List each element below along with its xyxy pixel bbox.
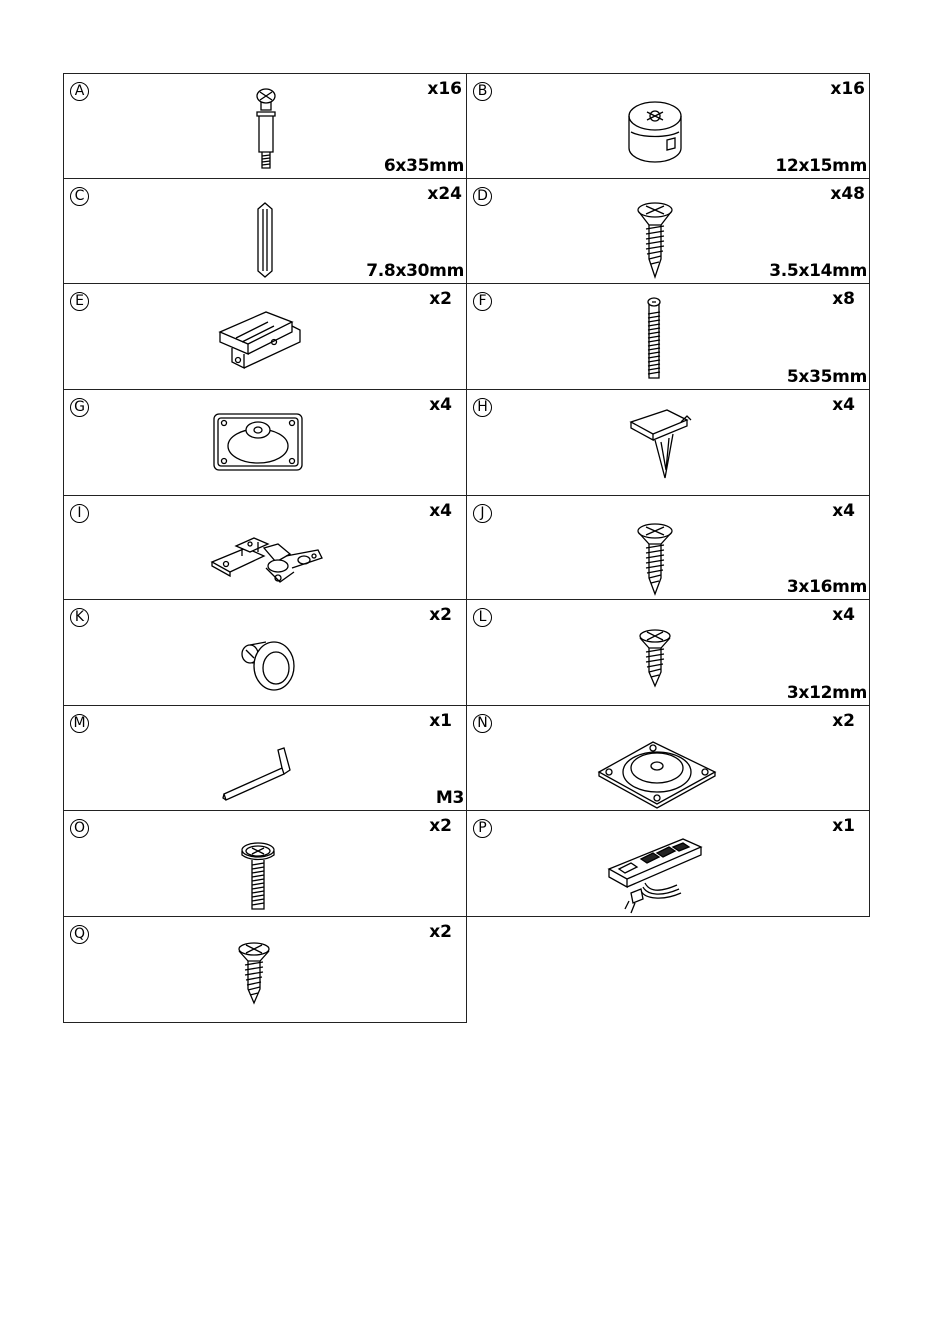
part-quantity: x4	[429, 395, 452, 415]
furniture-glide-icon	[595, 736, 719, 810]
part-quantity: x24	[427, 184, 462, 204]
part-quantity: x48	[830, 184, 865, 204]
part-cell-i	[63, 495, 467, 600]
part-quantity: x4	[832, 501, 855, 521]
part-letter: K	[70, 608, 89, 627]
cam-bolt-icon	[248, 86, 284, 174]
part-quantity: x2	[429, 605, 452, 625]
part-cell-k	[63, 599, 467, 706]
part-cell-p	[466, 810, 870, 917]
part-quantity: x1	[429, 711, 452, 731]
part-letter: M	[70, 714, 89, 733]
part-quantity: x2	[832, 711, 855, 731]
part-letter: C	[70, 187, 89, 206]
part-cell-g	[63, 389, 467, 496]
part-size: M3	[435, 788, 464, 808]
part-size: 5x35mm	[786, 367, 867, 387]
part-letter: P	[473, 819, 492, 838]
confirmat-screw-icon	[643, 296, 665, 382]
part-cell-f	[466, 283, 870, 390]
part-quantity: x2	[429, 816, 452, 836]
part-cell-q	[63, 916, 467, 1023]
part-letter: N	[473, 714, 492, 733]
cabinet-hinge-icon	[206, 534, 326, 586]
machine-screw-icon	[240, 841, 276, 913]
part-cell-e	[63, 283, 467, 390]
part-cell-d	[466, 178, 870, 284]
part-letter: F	[473, 292, 492, 311]
part-quantity: x8	[832, 289, 855, 309]
part-letter: J	[473, 504, 492, 523]
part-size: 3.5x14mm	[769, 261, 867, 281]
part-cell-o	[63, 810, 467, 917]
power-strip-icon	[605, 833, 705, 917]
part-quantity: x4	[832, 605, 855, 625]
wood-dowel-icon	[250, 201, 280, 279]
part-letter: H	[473, 398, 492, 417]
part-cell-j	[466, 495, 870, 600]
part-cell-n	[466, 705, 870, 811]
part-cell-h	[466, 389, 870, 496]
wood-screw-icon	[635, 522, 675, 598]
part-letter: G	[70, 398, 89, 417]
shelf-support-icon	[625, 404, 695, 482]
part-quantity: x16	[427, 79, 462, 99]
part-letter: E	[70, 292, 89, 311]
cam-lock-icon	[623, 98, 687, 170]
part-quantity: x2	[429, 922, 452, 942]
part-letter: I	[70, 504, 89, 523]
wood-screw-icon	[635, 201, 675, 281]
wood-screw-icon	[236, 941, 272, 1007]
part-size: 12x15mm	[775, 156, 867, 176]
allen-key-icon	[218, 740, 302, 804]
part-cell-b	[466, 73, 870, 179]
magnetic-catch-icon	[214, 304, 304, 374]
part-size: 3x12mm	[786, 683, 867, 703]
part-quantity: x4	[832, 395, 855, 415]
part-cell-c	[63, 178, 467, 284]
part-quantity: x4	[429, 501, 452, 521]
part-letter: B	[473, 82, 492, 101]
part-letter: L	[473, 608, 492, 627]
part-size: 3x16mm	[786, 577, 867, 597]
part-cell-m	[63, 705, 467, 811]
wood-screw-icon	[637, 628, 673, 690]
part-letter: D	[473, 187, 492, 206]
part-cell-l	[466, 599, 870, 706]
part-size: 7.8x30mm	[366, 261, 464, 281]
part-cell-a	[63, 73, 467, 179]
part-size: 6x35mm	[383, 156, 464, 176]
part-letter: O	[70, 819, 89, 838]
part-quantity: x2	[429, 289, 452, 309]
part-letter: Q	[70, 925, 89, 944]
part-quantity: x1	[832, 816, 855, 836]
knob-icon	[236, 634, 298, 696]
part-letter: A	[70, 82, 89, 101]
part-quantity: x16	[830, 79, 865, 99]
leveling-plate-icon	[210, 408, 306, 476]
